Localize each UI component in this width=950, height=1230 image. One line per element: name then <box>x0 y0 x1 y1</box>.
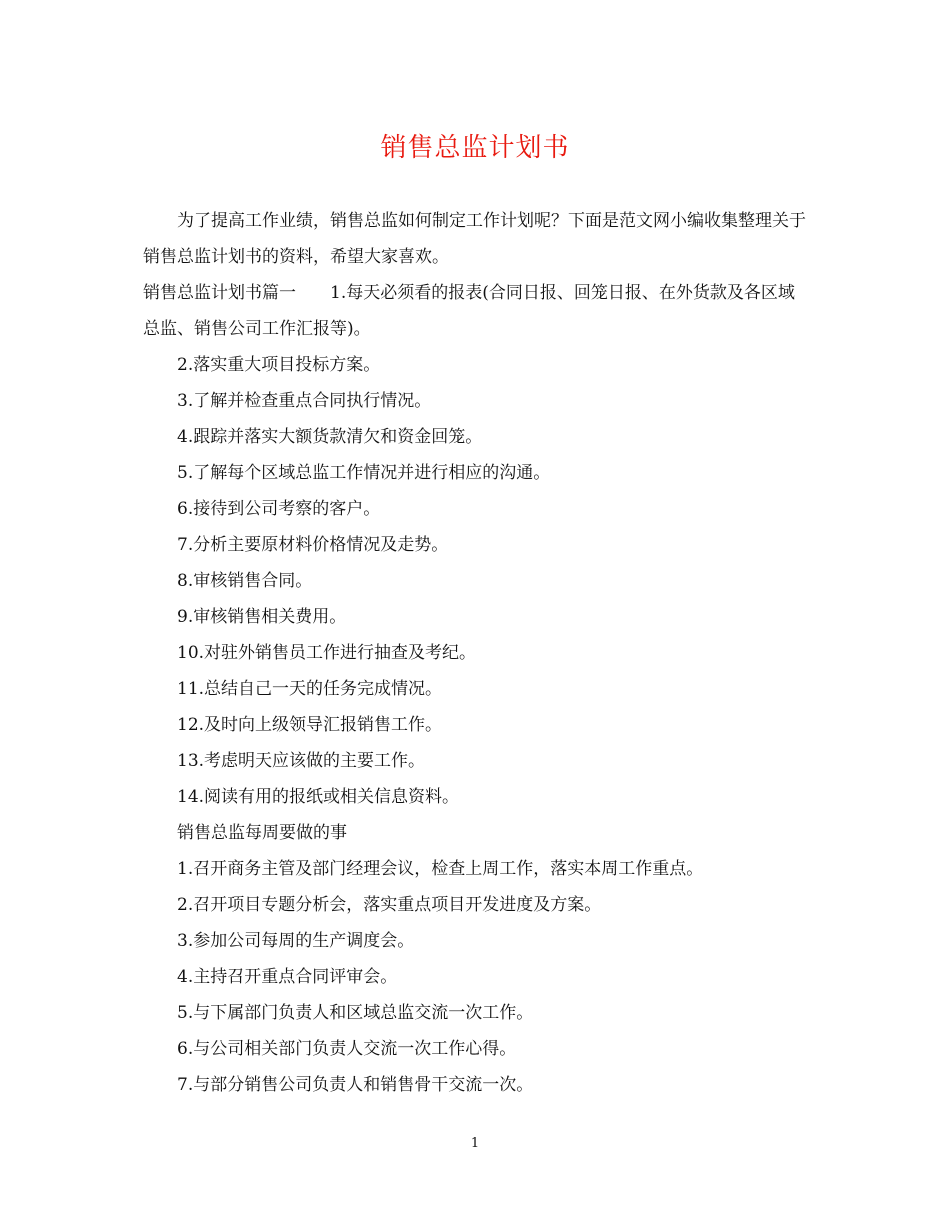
list-item: 7.与部分销售公司负责人和销售骨干交流一次。 <box>177 1075 534 1095</box>
list-item: 7.分析主要原材料价格情况及走势。 <box>177 535 449 555</box>
part1-label: 销售总监计划书篇一 <box>143 283 296 303</box>
list-item: 4.主持召开重点合同评审会。 <box>177 967 398 987</box>
list-item: 11.总结自己一天的任务完成情况。 <box>177 679 443 699</box>
daily-list <box>143 347 811 815</box>
list-item: 2.落实重大项目投标方案。 <box>177 355 381 375</box>
page-number: 1 <box>470 1136 480 1151</box>
list-item: 13.考虑明天应该做的主要工作。 <box>177 751 426 771</box>
list-item: 2.召开项目专题分析会，落实重点项目开发进度及方案。 <box>177 895 602 915</box>
part1-first-item: 1.每天必须看的报表(合同日报、回笼日报、在外货款及各区域总监、销售公司工作汇报等)。 <box>143 283 795 339</box>
weekly-heading: 销售总监每周要做的事 <box>177 823 347 843</box>
intro-paragraph: 为了提高工作业绩，销售总监如何制定工作计划呢？下面是范文网小编收集整理关于销售总监计划书的资料，希望大家喜欢。 <box>143 211 806 267</box>
list-item: 8.审核销售合同。 <box>177 571 313 591</box>
document-title: 销售总监计划书 <box>380 133 570 163</box>
list-item: 3.了解并检查重点合同执行情况。 <box>177 391 432 411</box>
part1-paragraph <box>143 275 811 347</box>
list-item: 5.了解每个区域总监工作情况并进行相应的沟通。 <box>177 463 551 483</box>
weekly-list <box>143 851 811 1103</box>
list-item: 6.接待到公司考察的客户。 <box>177 499 381 519</box>
list-item: 14.阅读有用的报纸或相关信息资料。 <box>177 787 460 807</box>
list-item: 9.审核销售相关费用。 <box>177 607 347 627</box>
list-item: 3.参加公司每周的生产调度会。 <box>177 931 415 951</box>
list-item: 10.对驻外销售员工作进行抽查及考纪。 <box>177 643 477 663</box>
list-item: 1.召开商务主管及部门经理会议，检查上周工作，落实本周工作重点。 <box>177 859 704 879</box>
list-item: 4.跟踪并落实大额货款清欠和资金回笼。 <box>177 427 483 447</box>
document-body <box>143 203 811 1103</box>
list-item: 12.及时向上级领导汇报销售工作。 <box>177 715 443 735</box>
list-item: 5.与下属部门负责人和区域总监交流一次工作。 <box>177 1003 534 1023</box>
list-item: 6.与公司相关部门负责人交流一次工作心得。 <box>177 1039 517 1059</box>
